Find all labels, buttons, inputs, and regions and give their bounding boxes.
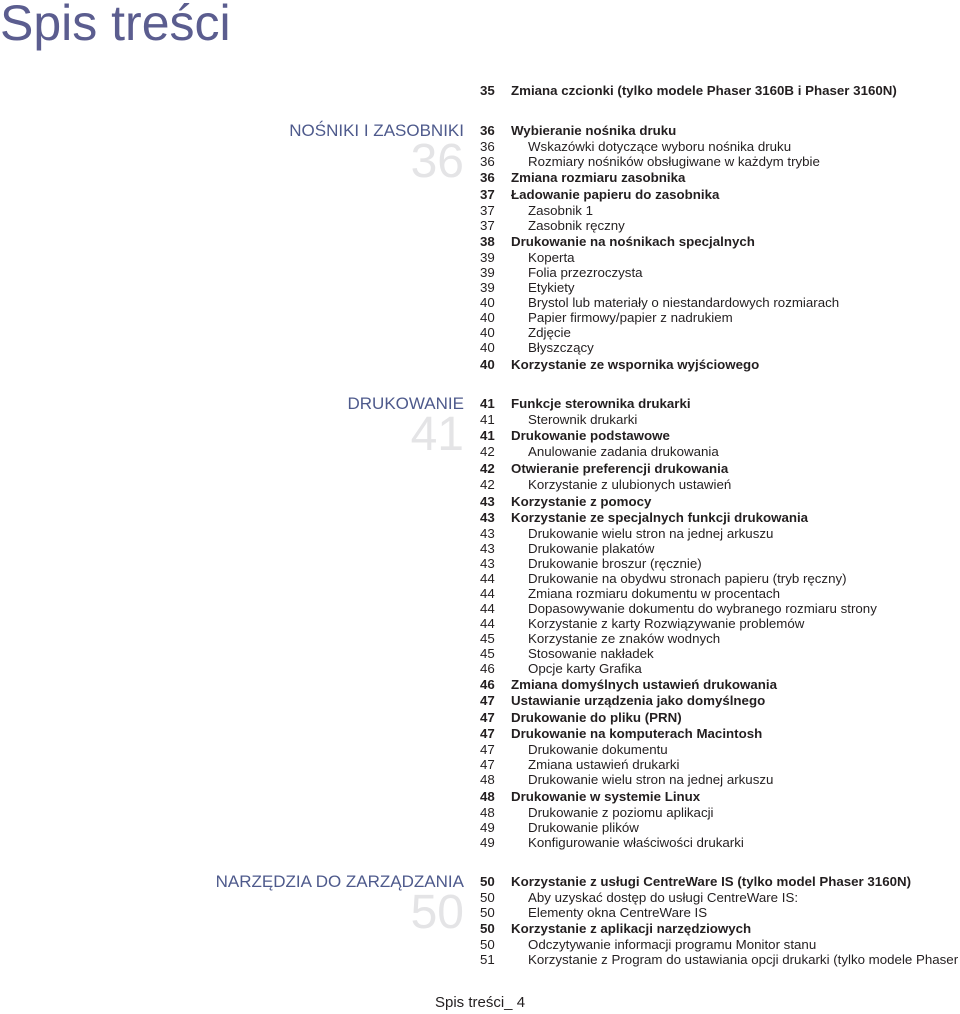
toc-page-number: 36 bbox=[480, 123, 495, 138]
toc-entry-title: Stosowanie nakładek bbox=[528, 646, 654, 661]
toc-page-number: 43 bbox=[480, 541, 495, 556]
toc-entry-title: Korzystanie z karty Rozwiązywanie problemów bbox=[528, 616, 805, 631]
toc-entry-title: Drukowanie wielu stron na jednej arkuszu bbox=[528, 526, 774, 541]
toc-entry-title: Sterownik drukarki bbox=[528, 412, 638, 427]
section-page-media: 36 bbox=[410, 135, 464, 188]
toc-page-number: 42 bbox=[480, 444, 495, 459]
toc-page-number: 50 bbox=[480, 874, 495, 889]
toc-page-number: 41 bbox=[480, 396, 495, 411]
toc-page-number: 48 bbox=[480, 789, 495, 804]
toc-entry-title: Drukowanie na komputerach Macintosh bbox=[511, 726, 763, 741]
toc-entry-title: Korzystanie z pomocy bbox=[511, 494, 652, 509]
toc-page-number: 44 bbox=[480, 586, 495, 601]
toc-entry-title: Otwieranie preferencji drukowania bbox=[511, 461, 729, 476]
toc-entry-title: Zdjęcie bbox=[528, 325, 571, 340]
toc-page-number: 44 bbox=[480, 616, 495, 631]
toc-entry-title: Wybieranie nośnika druku bbox=[511, 123, 677, 138]
toc-page-number: 38 bbox=[480, 234, 495, 249]
toc-page-number: 37 bbox=[480, 203, 495, 218]
toc-entry-title: Drukowanie dokumentu bbox=[528, 742, 668, 757]
toc-page-number: 41 bbox=[480, 428, 495, 443]
toc-page-number: 47 bbox=[480, 757, 495, 772]
toc-entry-title: Drukowanie do pliku (PRN) bbox=[511, 710, 682, 725]
toc-page-number: 50 bbox=[480, 905, 495, 920]
toc-entry-title: Drukowanie plików bbox=[528, 820, 639, 835]
toc-page-number: 51 bbox=[480, 952, 495, 967]
toc-entry-title: Wskazówki dotyczące wyboru nośnika druku bbox=[528, 139, 792, 154]
toc-entry-title: Korzystanie ze znaków wodnych bbox=[528, 631, 721, 646]
toc-entry-title: Folia przezroczysta bbox=[528, 265, 643, 280]
toc-entry-title: Drukowanie broszur (ręcznie) bbox=[528, 556, 702, 571]
toc-entry-title: Drukowanie w systemie Linux bbox=[511, 789, 701, 804]
toc-page-number: 35 bbox=[480, 83, 495, 98]
toc-page-number: 37 bbox=[480, 187, 495, 202]
toc-entry-title: Anulowanie zadania drukowania bbox=[528, 444, 719, 459]
toc-page-number: 47 bbox=[480, 693, 495, 708]
toc-page-number: 49 bbox=[480, 835, 495, 850]
section-page-management-tools: 50 bbox=[410, 886, 464, 939]
toc-entry-title: Dopasowywanie dokumentu do wybranego rozmiaru strony bbox=[528, 601, 877, 616]
toc-page-number: 39 bbox=[480, 250, 495, 265]
toc-entry-title: Odczytywanie informacji programu Monitor stanu bbox=[528, 937, 817, 952]
toc-page-number: 40 bbox=[480, 310, 495, 325]
toc-page-number: 50 bbox=[480, 921, 495, 936]
toc-entry-title: Korzystanie z Program do ustawiania opcji drukarki (tylko modele Phaser bbox=[528, 952, 959, 967]
toc-page-number: 40 bbox=[480, 340, 495, 355]
toc-page-number: 44 bbox=[480, 571, 495, 586]
toc-entry-title: Drukowanie plakatów bbox=[528, 541, 655, 556]
toc-page-number: 40 bbox=[480, 357, 495, 372]
section-page-printing: 41 bbox=[410, 408, 464, 461]
toc-entry-title: Drukowanie na obydwu stronach papieru (tryb ręczny) bbox=[528, 571, 847, 586]
toc-entry-title: Aby uzyskać dostęp do usługi CentreWare IS: bbox=[528, 890, 799, 905]
section-name-management-tools: NARZĘDZIA DO ZARZĄDZANIA bbox=[215, 872, 464, 891]
toc-entry-title: Korzystanie ze wspornika wyjściowego bbox=[511, 357, 760, 372]
page-title: Spis treści bbox=[0, 0, 231, 51]
toc-entry-title: Elementy okna CentreWare IS bbox=[528, 905, 708, 920]
toc-entry-title: Drukowanie podstawowe bbox=[511, 428, 670, 443]
section-name-printing: DRUKOWANIE bbox=[347, 394, 464, 413]
page-footer: Spis treści_ 4 bbox=[435, 994, 526, 1011]
toc-page-number: 49 bbox=[480, 820, 495, 835]
toc-page-number: 43 bbox=[480, 510, 495, 525]
toc-page-number: 43 bbox=[480, 526, 495, 541]
toc-page-number: 46 bbox=[480, 677, 495, 692]
toc-entry-title: Funkcje sterownika drukarki bbox=[511, 396, 691, 411]
toc-entry-title: Rozmiary nośników obsługiwane w każdym trybie bbox=[528, 154, 820, 169]
toc-page-number: 45 bbox=[480, 646, 495, 661]
toc-entry-title: Drukowanie wielu stron na jednej arkuszu bbox=[528, 772, 774, 787]
toc-page-number: 36 bbox=[480, 139, 495, 154]
toc-page-number: 50 bbox=[480, 937, 495, 952]
toc-entry-title: Zmiana rozmiaru zasobnika bbox=[511, 170, 686, 185]
toc-entry-title: Papier firmowy/papier z nadrukiem bbox=[528, 310, 733, 325]
toc-page-number: 37 bbox=[480, 218, 495, 233]
toc-page-number: 40 bbox=[480, 295, 495, 310]
toc-entry-title: Korzystanie ze specjalnych funkcji drukowania bbox=[511, 510, 809, 525]
toc-entry-title: Etykiety bbox=[528, 280, 575, 295]
toc-page-number: 41 bbox=[480, 412, 495, 427]
toc-page-number: 48 bbox=[480, 805, 495, 820]
toc-page-number: 39 bbox=[480, 265, 495, 280]
toc-entry-title: Korzystanie z ulubionych ustawień bbox=[528, 477, 732, 492]
toc-page-number: 36 bbox=[480, 170, 495, 185]
toc-entry-title: Korzystanie z aplikacji narzędziowych bbox=[511, 921, 752, 936]
toc-entry-title: Brystol lub materiały o niestandardowych rozmiarach bbox=[528, 295, 840, 310]
toc-entry-title: Zasobnik ręczny bbox=[528, 218, 625, 233]
toc-entry-title: Zasobnik 1 bbox=[528, 203, 594, 218]
toc-page-number: 45 bbox=[480, 631, 495, 646]
toc-page-number: 43 bbox=[480, 556, 495, 571]
toc-entry-title: Koperta bbox=[528, 250, 575, 265]
toc-page-number: 40 bbox=[480, 325, 495, 340]
toc-page-number: 47 bbox=[480, 742, 495, 757]
toc-page-number: 36 bbox=[480, 154, 495, 169]
toc-page-number: 39 bbox=[480, 280, 495, 295]
toc-page-number: 50 bbox=[480, 890, 495, 905]
toc-page-number: 42 bbox=[480, 477, 495, 492]
toc-entry-title: Drukowanie z poziomu aplikacji bbox=[528, 805, 714, 820]
toc-page-number: 43 bbox=[480, 494, 495, 509]
toc-page-number: 46 bbox=[480, 661, 495, 676]
toc-entry-title: Opcje karty Grafika bbox=[528, 661, 642, 676]
toc-page-number: 47 bbox=[480, 726, 495, 741]
toc-entry-title: Ustawianie urządzenia jako domyślnego bbox=[511, 693, 766, 708]
toc-page-number: 48 bbox=[480, 772, 495, 787]
toc-entry-title: Zmiana rozmiaru dokumentu w procentach bbox=[528, 586, 781, 601]
toc-entry-title: Zmiana domyślnych ustawień drukowania bbox=[511, 677, 778, 692]
toc-entry-title: Zmiana ustawień drukarki bbox=[528, 757, 680, 772]
toc-page-number: 44 bbox=[480, 601, 495, 616]
section-name-media: NOŚNIKI I ZASOBNIKI bbox=[289, 121, 464, 140]
toc-entry-title: Konfigurowanie właściwości drukarki bbox=[528, 835, 744, 850]
toc-entry-title: Błyszczący bbox=[528, 340, 594, 355]
toc-entry-title: Korzystanie z usługi CentreWare IS (tylko model Phaser 3160N) bbox=[511, 874, 912, 889]
toc-entry-title: Drukowanie na nośnikach specjalnych bbox=[511, 234, 755, 249]
toc-page-number: 42 bbox=[480, 461, 495, 476]
toc-page-number: 47 bbox=[480, 710, 495, 725]
toc-entry-title: Ładowanie papieru do zasobnika bbox=[511, 187, 720, 202]
toc-entry-title: Zmiana czcionki (tylko modele Phaser 3160B i Phaser 3160N) bbox=[511, 83, 897, 98]
